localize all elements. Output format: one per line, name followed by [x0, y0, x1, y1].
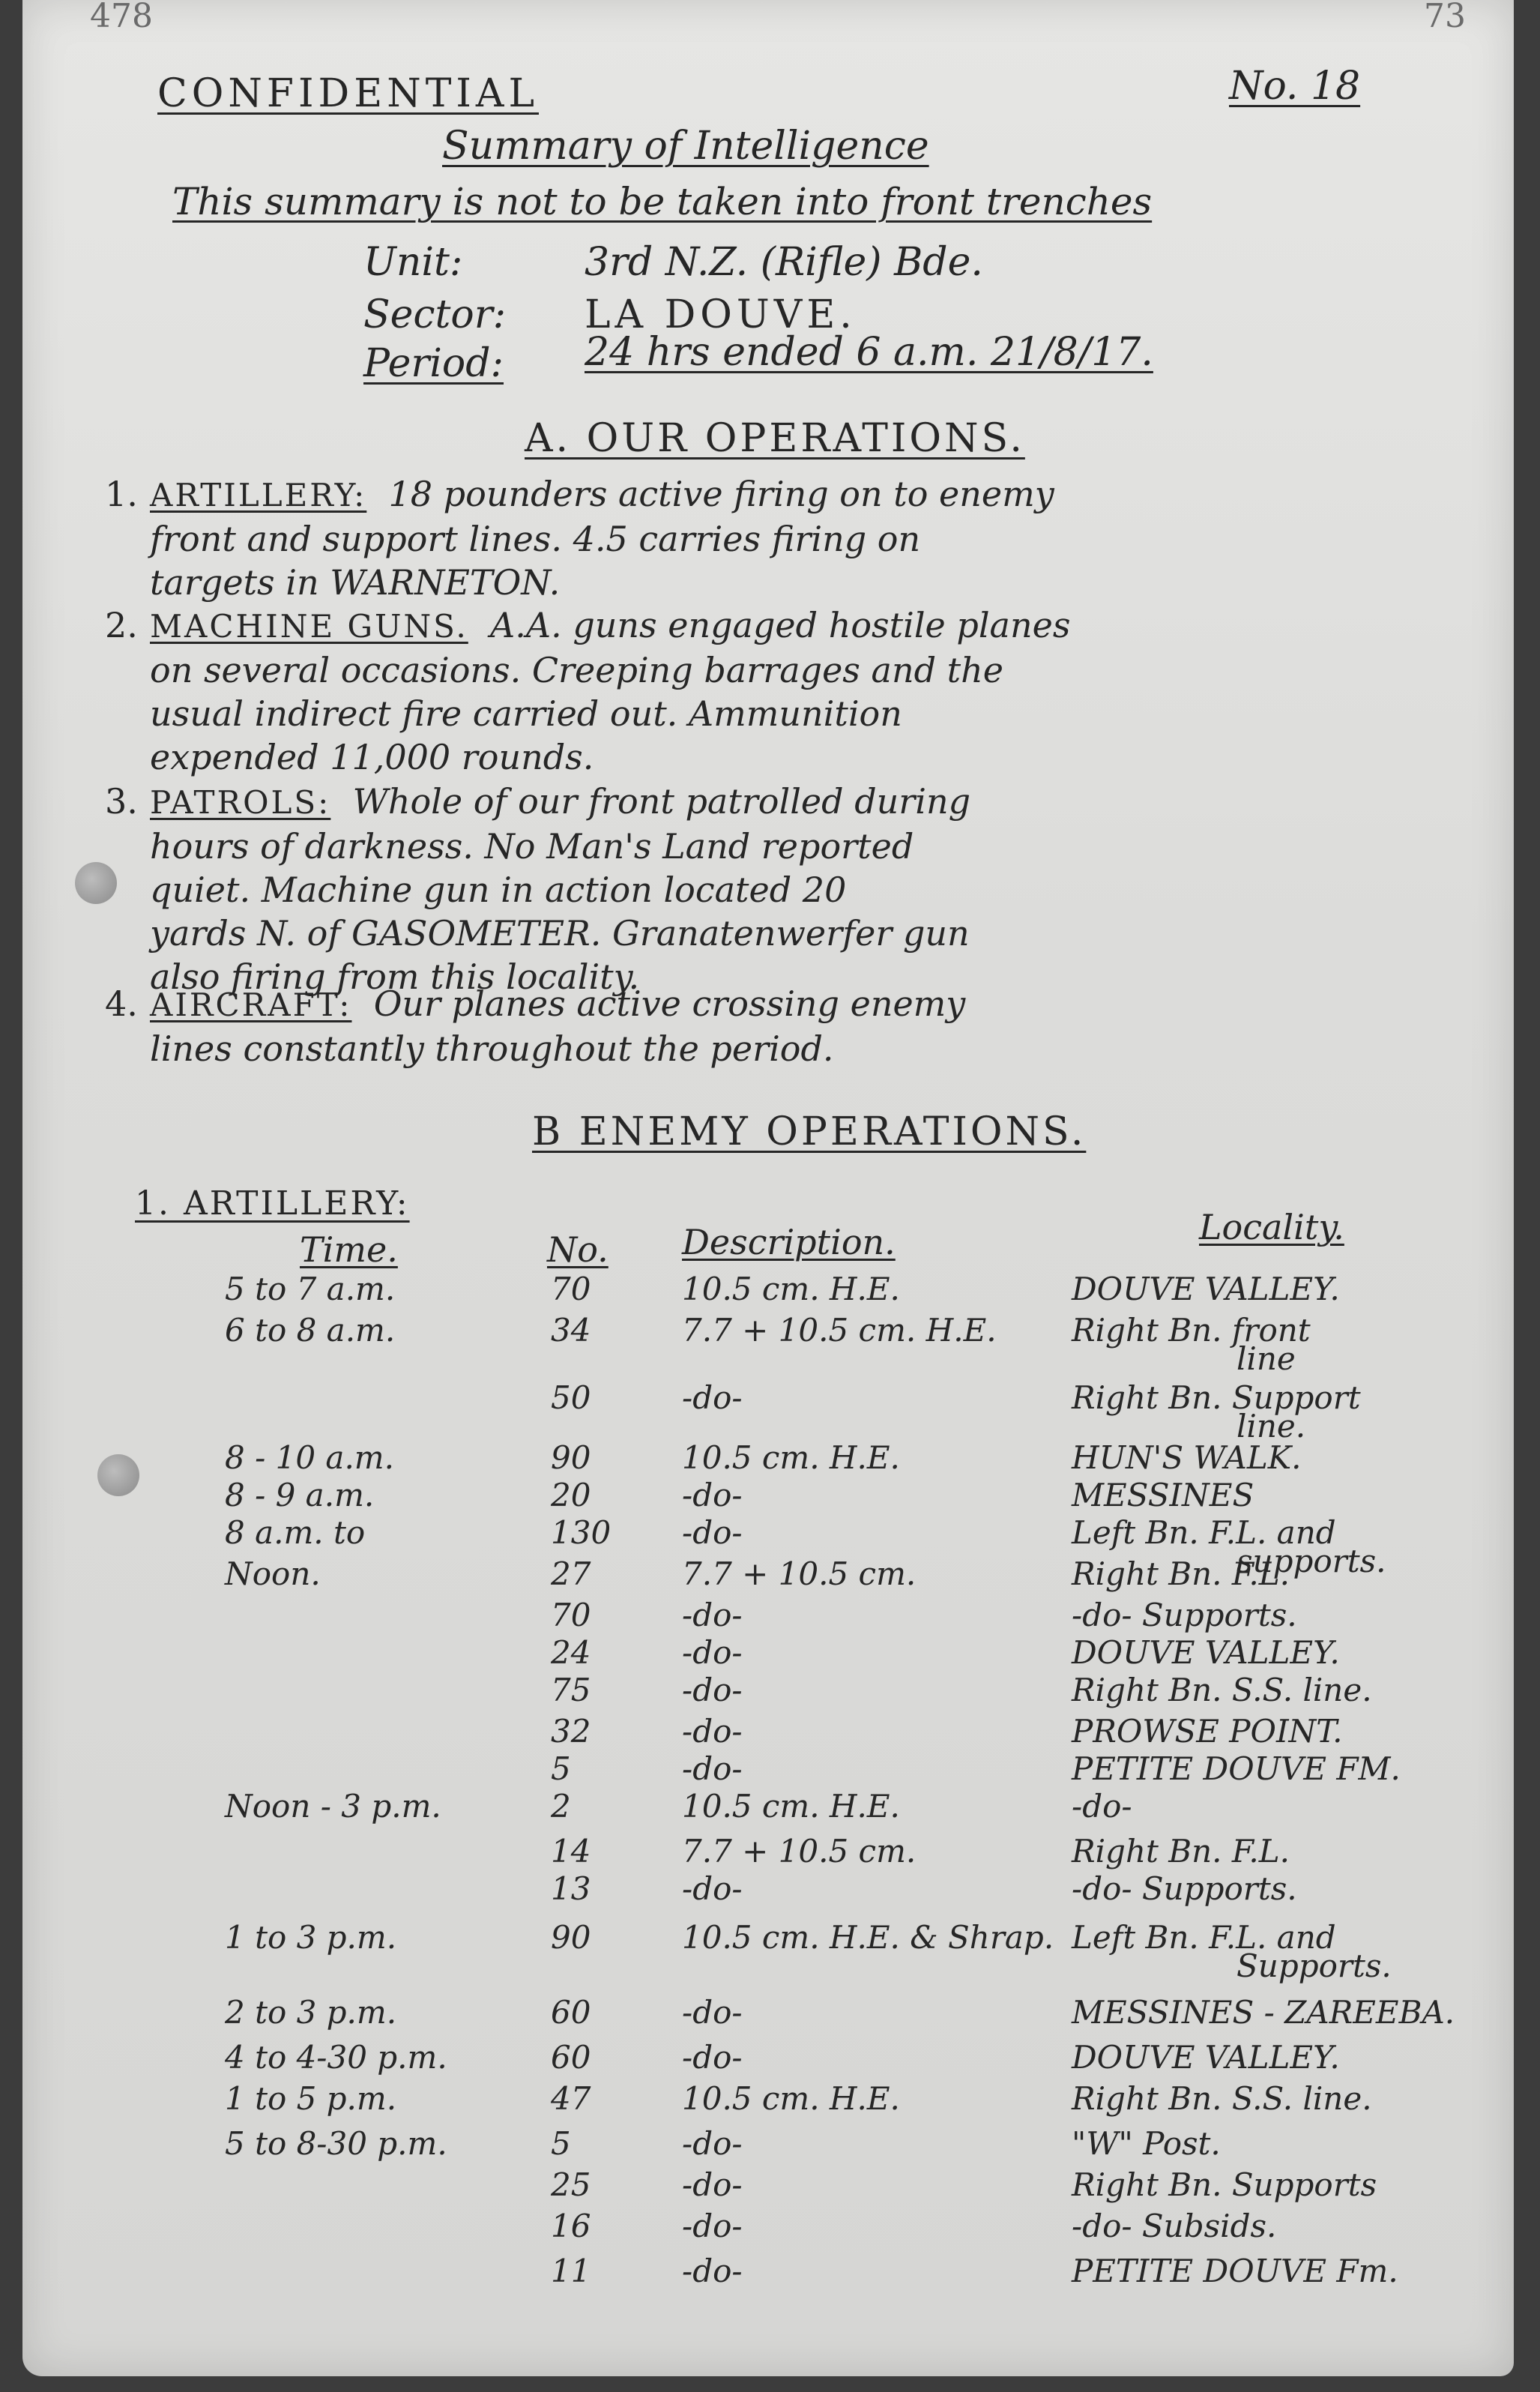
locality-cell: Right Bn. F.L.	[1072, 1555, 1290, 1592]
time-cell: 6 to 8 a.m.	[225, 1312, 396, 1349]
description-cell: -do-	[682, 1379, 743, 1416]
description-cell: -do-	[682, 2166, 743, 2203]
warning-notice: This summary is not to be taken into front trenches	[172, 180, 1153, 223]
item-line: quiet. Machine gun in action located 20	[150, 870, 847, 910]
time-cell: 4 to 4-30 p.m.	[225, 2039, 447, 2076]
description-cell: -do-	[682, 2039, 743, 2076]
locality-cell: PROWSE POINT.	[1072, 1713, 1343, 1750]
locality-cell: -do- Supports.	[1072, 1870, 1297, 1907]
description-cell: -do-	[682, 1514, 743, 1551]
unit-value: 3rd N.Z. (Rifle) Bde.	[585, 240, 983, 285]
locality-cell: Right Bn. F.L.	[1072, 1833, 1290, 1870]
locality-cell: DOUVE VALLEY.	[1072, 1271, 1340, 1307]
locality-cell-continuation: Supports.	[1236, 1947, 1392, 1984]
number-cell: 24	[551, 1634, 591, 1671]
number-cell: 5	[551, 2125, 571, 2162]
number-cell: 130	[551, 1514, 612, 1551]
item-number: 3.	[105, 781, 138, 822]
locality-cell: DOUVE VALLEY.	[1072, 2039, 1340, 2076]
item-line: hours of darkness. No Man's Land reported	[150, 826, 914, 867]
item-label: MACHINE GUNS.	[150, 608, 468, 645]
description-cell: -do-	[682, 2125, 743, 2162]
description-cell: 7.7 + 10.5 cm.	[682, 1555, 917, 1592]
time-cell: 8 a.m. to	[225, 1514, 366, 1551]
locality-cell-continuation: supports.	[1236, 1543, 1386, 1579]
description-cell: 10.5 cm. H.E.	[682, 1788, 900, 1825]
punch-hole-bottom	[97, 1454, 139, 1496]
locality-cell: "W" Post.	[1072, 2125, 1221, 2162]
description-cell: 10.5 cm. H.E.	[682, 1271, 900, 1307]
locality-cell: PETITE DOUVE Fm.	[1072, 2253, 1398, 2289]
item-line: 18 pounders active firing on to enemy	[388, 474, 1054, 514]
locality-cell-continuation: line	[1236, 1340, 1296, 1377]
item-line: front and support lines. 4.5 carries firing on	[150, 519, 921, 559]
description-cell: -do-	[682, 1597, 743, 1633]
item-number: 2.	[105, 605, 138, 645]
period-label: Period:	[363, 341, 504, 386]
locality-cell: Right Bn. Supports	[1072, 2166, 1377, 2203]
item-label: AIRCRAFT:	[150, 986, 352, 1023]
corner-number-left: 478	[90, 0, 153, 35]
number-cell: 70	[551, 1271, 591, 1307]
locality-cell: Left Bn. F.L. and	[1072, 1514, 1336, 1551]
time-cell: Noon - 3 p.m.	[225, 1788, 441, 1825]
unit-label: Unit:	[363, 240, 463, 285]
number-cell: 2	[551, 1788, 571, 1825]
description-cell: -do-	[682, 2253, 743, 2289]
a-item-aircraft	[105, 982, 966, 1070]
item-number: 4.	[105, 983, 138, 1024]
a-item-machine-guns	[105, 603, 1071, 779]
number-cell: 60	[551, 1994, 591, 2031]
a-item-artillery	[105, 472, 1054, 604]
number-cell: 75	[551, 1672, 591, 1708]
item-line: expended 11,000 rounds.	[150, 737, 594, 777]
number-cell: 16	[551, 2208, 591, 2244]
a-item-patrols	[105, 780, 971, 998]
column-header-no: No.	[547, 1229, 609, 1270]
item-line: lines constantly throughout the period.	[150, 1028, 834, 1069]
time-cell: 1 to 3 p.m.	[225, 1919, 397, 1956]
corner-number-right: 73	[1424, 0, 1466, 35]
description-cell: -do-	[682, 1634, 743, 1671]
item-line: A.A. guns engaged hostile planes	[490, 605, 1071, 645]
locality-cell: Right Bn. Support	[1072, 1379, 1361, 1416]
document-number: No. 18	[1229, 64, 1361, 109]
locality-cell: -do- Supports.	[1072, 1597, 1297, 1633]
number-cell: 90	[551, 1919, 591, 1956]
number-cell: 25	[551, 2166, 591, 2203]
item-line: Whole of our front patrolled during	[352, 781, 971, 822]
item-line: yards N. of GASOMETER. Granatenwerfer gun	[150, 913, 970, 954]
period-value: 24 hrs ended 6 a.m. 21/8/17.	[585, 330, 1153, 375]
sector-label: Sector:	[363, 292, 507, 337]
number-cell: 11	[551, 2253, 591, 2289]
locality-cell: Right Bn. front	[1072, 1312, 1311, 1349]
time-cell: 5 to 7 a.m.	[225, 1271, 396, 1307]
number-cell: 47	[551, 2080, 591, 2117]
punch-hole-top	[75, 862, 117, 904]
number-cell: 50	[551, 1379, 591, 1416]
description-cell: 10.5 cm. H.E.	[682, 2080, 900, 2117]
section-b-heading: B ENEMY OPERATIONS.	[532, 1109, 1087, 1154]
time-cell: Noon.	[225, 1555, 321, 1592]
description-cell: -do-	[682, 1994, 743, 2031]
locality-cell: MESSINES - ZAREEBA.	[1072, 1994, 1455, 2031]
item-line: also firing from this locality.	[150, 957, 640, 997]
locality-cell: HUN'S WALK.	[1072, 1439, 1302, 1476]
column-header-time: Time.	[300, 1229, 398, 1270]
item-label: PATROLS:	[150, 784, 331, 821]
classification: CONFIDENTIAL	[157, 71, 539, 116]
number-cell: 14	[551, 1833, 591, 1870]
locality-cell: Right Bn. S.S. line.	[1072, 2080, 1372, 2117]
number-cell: 70	[551, 1597, 591, 1633]
number-cell: 13	[551, 1870, 591, 1907]
number-cell: 5	[551, 1750, 571, 1787]
number-cell: 32	[551, 1713, 591, 1750]
number-cell: 27	[551, 1555, 591, 1592]
locality-cell: DOUVE VALLEY.	[1072, 1634, 1340, 1671]
b-artillery-heading: 1. ARTILLERY:	[135, 1184, 410, 1223]
locality-cell: Left Bn. F.L. and	[1072, 1919, 1336, 1956]
locality-cell: MESSINES	[1072, 1477, 1254, 1513]
description-cell: -do-	[682, 1672, 743, 1708]
description-cell: -do-	[682, 2208, 743, 2244]
description-cell: -do-	[682, 1870, 743, 1907]
description-cell: 10.5 cm. H.E.	[682, 1439, 900, 1476]
sector-value: LA DOUVE.	[585, 292, 857, 337]
locality-cell-continuation: line.	[1236, 1408, 1306, 1444]
column-header-description: Description.	[682, 1222, 896, 1262]
item-line: Our planes active crossing enemy	[373, 983, 966, 1024]
number-cell: 90	[551, 1439, 591, 1476]
number-cell: 20	[551, 1477, 591, 1513]
time-cell: 5 to 8-30 p.m.	[225, 2125, 447, 2162]
locality-cell: Right Bn. S.S. line.	[1072, 1672, 1372, 1708]
time-cell: 8 - 10 a.m.	[225, 1439, 394, 1476]
item-label: ARTILLERY:	[150, 477, 367, 513]
time-cell: 8 - 9 a.m.	[225, 1477, 375, 1513]
locality-cell: -do- Subsids.	[1072, 2208, 1277, 2244]
description-cell: -do-	[682, 1477, 743, 1513]
document-title: Summary of Intelligence	[442, 124, 929, 169]
description-cell: 7.7 + 10.5 cm. H.E.	[682, 1312, 997, 1349]
document-page	[22, 0, 1514, 2376]
description-cell: 10.5 cm. H.E. & Shrap.	[682, 1919, 1054, 1956]
item-number: 1.	[105, 474, 138, 514]
column-header-locality: Locality.	[1199, 1207, 1344, 1247]
locality-cell: PETITE DOUVE FM.	[1072, 1750, 1401, 1787]
number-cell: 34	[551, 1312, 591, 1349]
item-line: usual indirect fire carried out. Ammunition	[150, 693, 902, 734]
description-cell: -do-	[682, 1713, 743, 1750]
section-a-heading: A. OUR OPERATIONS.	[525, 416, 1025, 461]
locality-cell: -do-	[1072, 1788, 1132, 1825]
time-cell: 2 to 3 p.m.	[225, 1994, 397, 2031]
description-cell: -do-	[682, 1750, 743, 1787]
number-cell: 60	[551, 2039, 591, 2076]
description-cell: 7.7 + 10.5 cm.	[682, 1833, 917, 1870]
time-cell: 1 to 5 p.m.	[225, 2080, 397, 2117]
item-line: targets in WARNETON.	[150, 562, 561, 603]
item-line: on several occasions. Creeping barrages and the	[150, 650, 1003, 690]
